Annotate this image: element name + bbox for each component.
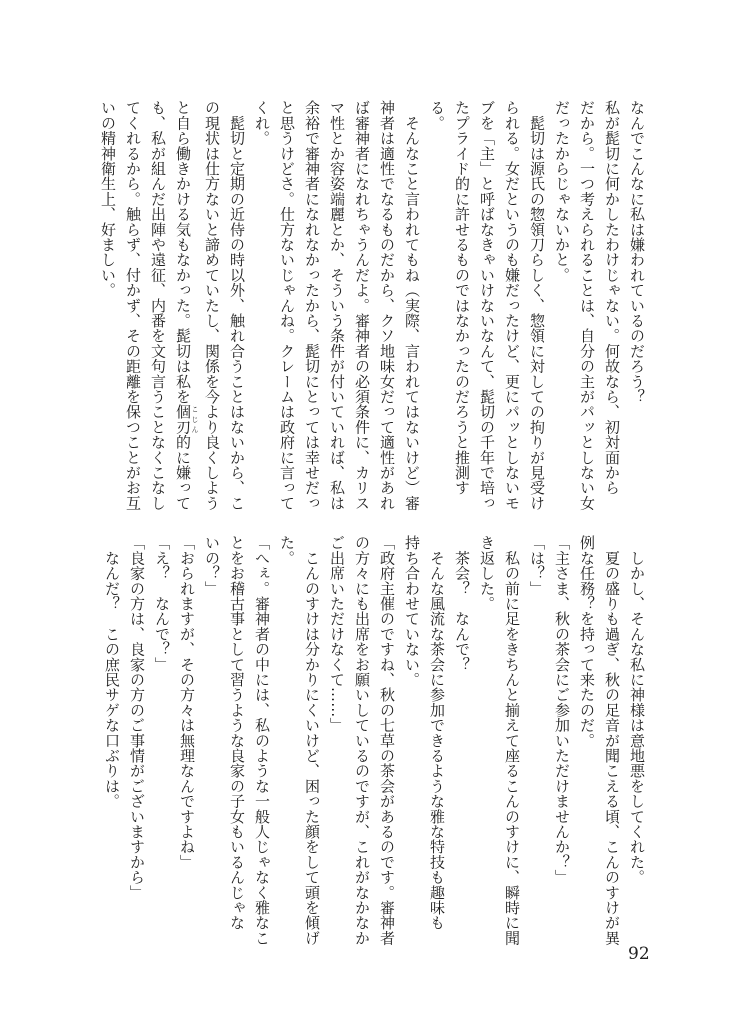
text-line: られる。女だというのも嫌だったけど、更にパッとしないモ: [503, 100, 521, 511]
text-line: くれ。: [253, 100, 271, 146]
text-line: 私が髭切に何かしたわけじゃない。何故なら、初対面から: [603, 100, 621, 496]
text-line: き返した。: [478, 535, 496, 611]
text-line: 「は？」: [528, 535, 546, 596]
text-line: ご出席いただけなくて……」: [328, 535, 346, 733]
text-line: ブを「主」と呼ばなきゃいけないなんて、髭切の千年で培っ: [478, 100, 496, 511]
text-line: なんだ？ この庶民サゲな口ぶりは。: [103, 535, 121, 809]
text-line: 「良家の方は、良家の方のご事情がございますから」: [128, 535, 146, 900]
text-segment: 的に嫌って: [174, 434, 192, 511]
text-line: しかし、そんな私に神様は意地悪をしてくれた。: [628, 535, 646, 885]
ruby-reading: こじん: [191, 404, 199, 435]
text-line: 茶会？ なんで？: [453, 535, 471, 672]
text-line: 例な任務？を持って来たのだ。: [578, 535, 596, 748]
text-line: と思うけどさ。仕方ないじゃんね。クレームは政府に言って: [278, 100, 296, 511]
text-line: そんなこと言われてもね（実際、言われてはないけど）審: [403, 100, 421, 511]
text-line: 「主さま、秋の茶会にご参加いただけませんか？」: [553, 535, 571, 885]
text-line: たプライド的に許せるものではなかったのだろうと推測す: [453, 100, 471, 496]
text-line: 「政府主催のですね、秋の七草の茶会があるのです。審神者: [378, 535, 396, 946]
text-line: てくれるから。触らず、付かず、その距離を保つことがお互: [124, 100, 142, 511]
text-line: マ性とか容姿端麗とか、そういう条件が付いていれば、私は: [328, 100, 346, 511]
text-line: 「え？ なんで？」: [153, 535, 171, 672]
text-line: る。: [428, 100, 446, 131]
text-line: 「へぇ。審神者の中には、私のような一般人じゃなく雅なこ: [253, 535, 271, 946]
ruby-annotation: [174, 404, 199, 435]
text-line: 持ち合わせていない。: [403, 535, 421, 687]
text-block-top: [95, 100, 649, 511]
text-line: だから。一つ考えられることは、自分の主がパッとしない女: [578, 100, 596, 511]
ruby-base: 個刃: [174, 404, 192, 435]
text-line: も、私が組んだ出陣や遠征、内番を文句言うことなくこなし: [149, 100, 167, 511]
text-line: 私の前に足をきちんと揃えて座るこんのすけに、瞬時に聞: [503, 535, 521, 946]
text-line: そんな風流な茶会に参加できるような雅な特技も趣味も: [428, 535, 446, 931]
text-line: [170, 100, 199, 511]
text-line: ば審神者になれちゃうんだよ。審神者の必須条件に、カリス: [353, 100, 371, 511]
text-line: なんでこんなに私は嫌われているのだろう？: [628, 100, 646, 404]
text-line: 「おられますが、その方々は無理なんですよね」: [178, 535, 196, 870]
text-line: とをお稽古事として習うような良家の子女もいるんじゃな: [228, 535, 246, 931]
text-line: 髭切と定期の近侍の時以外、触れ合うことはないから、こ: [228, 100, 246, 511]
text-line: の方々にも出席をお願いしているのですが、これがなかなか: [353, 535, 371, 946]
text-line: 髭切は源氏の惣領刀らしく、惣領に対しての拘りが見受け: [528, 100, 546, 511]
text-line: こんのすけは分かりにくいけど、困った顔をして頭を傾げ: [303, 535, 321, 946]
text-block-bottom: [99, 535, 649, 946]
page-number: 92: [628, 944, 650, 964]
text-line: た。: [278, 535, 296, 566]
text-line: の現状は仕方ないと諦めていたし、関係を今より良くしよう: [203, 100, 221, 511]
text-line: 余裕で審神者になれなかったから、髭切にとっては幸せだっ: [303, 100, 321, 511]
text-line: 神者は適性でなるものだから、クソ地味女だって適性があれ: [378, 100, 396, 511]
text-line: 夏の盛りも過ぎ、秋の足音が聞こえる頃、こんのすけが異: [603, 535, 621, 946]
text-segment: と自ら働きかける気もなかった。髭切は私を: [174, 100, 192, 404]
text-line: いの？」: [203, 535, 221, 596]
text-line: だったからじゃないかと。: [553, 100, 571, 283]
text-line: いの精神衛生上、好ましい。: [99, 100, 117, 298]
